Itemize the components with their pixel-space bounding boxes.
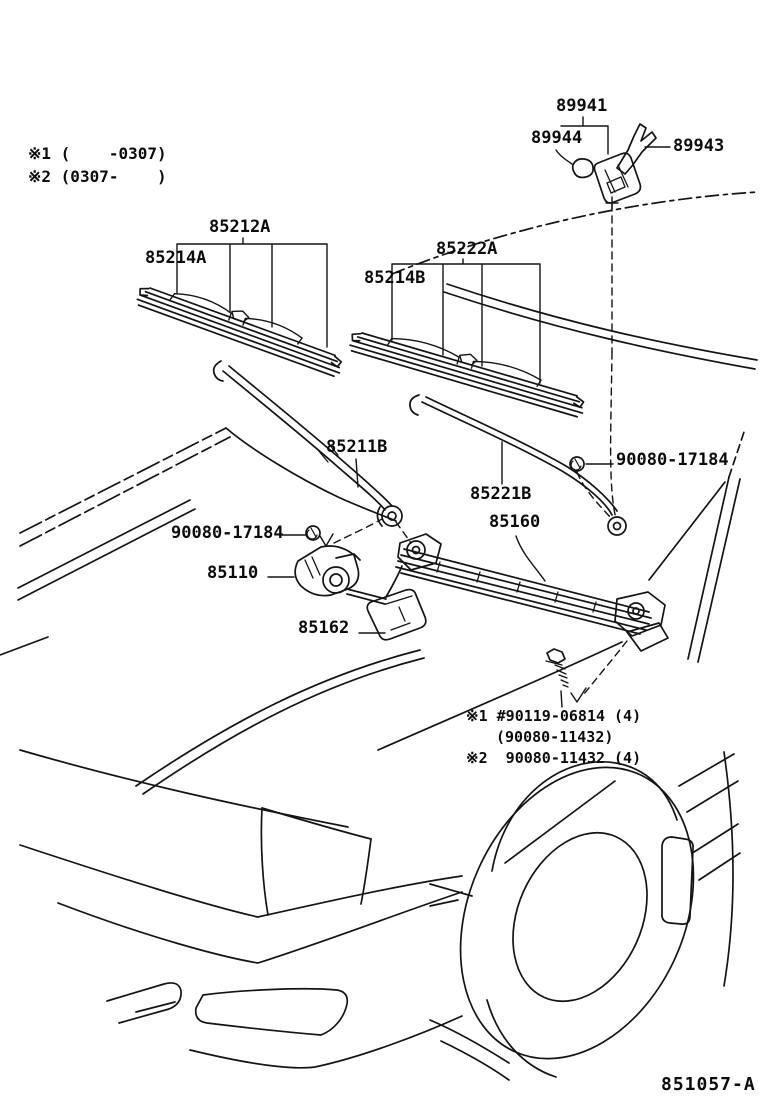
part-label-85160: 85160 bbox=[489, 512, 541, 532]
part-label-85221b: 85221B bbox=[470, 484, 532, 504]
wheel-rim bbox=[488, 811, 673, 1022]
part-label-85212a: 85212A bbox=[209, 217, 271, 237]
headlight bbox=[261, 808, 268, 915]
part-label-85214b: 85214B bbox=[364, 268, 426, 288]
note-line-3: ※2 90080-11432 (4) bbox=[466, 749, 642, 767]
note-line-1: ※1 #90119-06814 (4) bbox=[466, 707, 642, 725]
wiper-motor bbox=[295, 546, 386, 604]
grille-slot-right bbox=[196, 989, 348, 1035]
fender-belt-line bbox=[136, 650, 420, 786]
part-label-85211b: 85211B bbox=[326, 437, 388, 457]
nut-right bbox=[570, 457, 584, 471]
part-label-85162: 85162 bbox=[298, 618, 350, 638]
nut-left bbox=[306, 526, 320, 540]
wiper-linkage bbox=[386, 534, 668, 651]
part-label-89944: 89944 bbox=[531, 128, 583, 148]
part-label-89943: 89943 bbox=[673, 136, 725, 156]
mud-guard bbox=[662, 837, 693, 924]
windshield-edge bbox=[447, 284, 757, 360]
door-edge bbox=[724, 752, 733, 986]
sensor-assembly bbox=[573, 124, 656, 203]
roof-line bbox=[392, 192, 758, 274]
bumper-top bbox=[20, 845, 462, 917]
diagram-code: 851057-A bbox=[661, 1074, 756, 1095]
front-wheel bbox=[417, 730, 740, 1096]
legend-line-1: ※1 ( -0307) bbox=[28, 144, 167, 163]
part-label-90080-17184-left: 90080-17184 bbox=[171, 523, 284, 543]
legend-line-2: ※2 (0307- ) bbox=[28, 167, 167, 186]
wiper-blade-right bbox=[348, 321, 590, 418]
part-label-85214a: 85214A bbox=[145, 248, 207, 268]
arm-pivot-right bbox=[608, 517, 626, 535]
part-label-85222a: 85222A bbox=[436, 239, 498, 259]
wiper-blade-left bbox=[135, 276, 348, 378]
sensor-bracket bbox=[617, 124, 656, 174]
sensor-grommet bbox=[573, 159, 593, 178]
part-label-85110: 85110 bbox=[207, 563, 259, 583]
part-label-89941: 89941 bbox=[556, 96, 608, 116]
wheel-arch bbox=[492, 762, 677, 871]
hood-edge bbox=[20, 750, 348, 827]
note-line-2: (90080-11432) bbox=[496, 728, 614, 746]
part-label-90080-17184-right: 90080-17184 bbox=[616, 450, 729, 470]
leader-lines bbox=[177, 117, 670, 707]
